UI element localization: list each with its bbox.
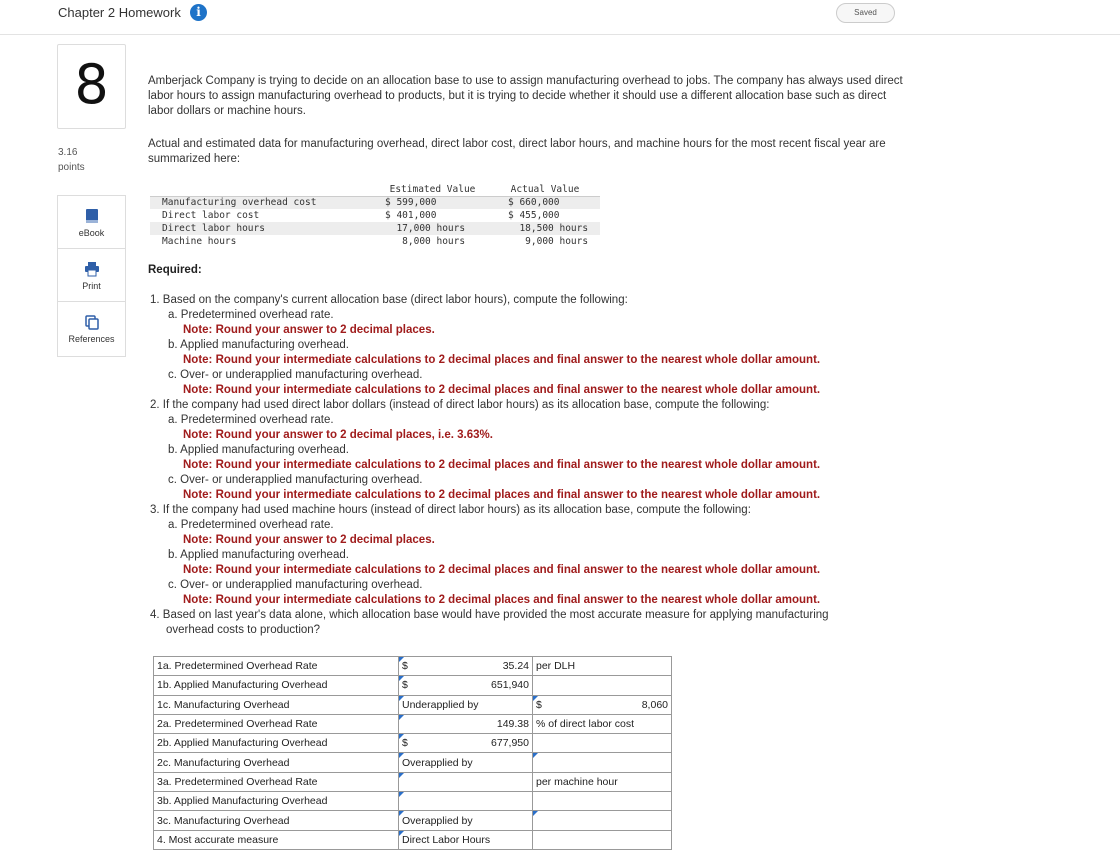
answer-text: Underapplied by [402,698,479,711]
copy-icon [84,314,100,330]
references-label: References [68,334,115,344]
book-icon [84,208,100,224]
data-estimated: $ 401,000 [385,210,437,221]
answer-label: 1a. Predetermined Overhead Rate [154,657,399,676]
instruction-note: Note: Round your answer to 2 decimal places. [183,324,435,336]
requirement-line: b. Applied manufacturing overhead. [168,549,349,561]
answer-input[interactable] [399,830,533,849]
currency-symbol: $ [536,698,542,711]
instruction-note: Note: Round your intermediate calculations to 2 decimal places and final answer to the nearest whole dollar amount. [183,564,821,576]
assignment-title: Chapter 2 Homework [58,5,181,20]
saved-badge: Saved [836,3,895,23]
answer-blank [533,676,672,695]
print-button[interactable] [58,249,125,302]
requirement-line: 3. If the company had used machine hours (instead of direct labor hours) as its allocation base, compute the following: [150,504,751,516]
data-table-header-estimated: Estimated Value [375,183,490,196]
answer-label: 2c. Manufacturing Overhead [154,753,399,772]
answer-row [154,734,672,753]
table-row [150,209,600,222]
data-actual: 9,000 hours [508,236,589,247]
answer-input[interactable] [399,792,533,811]
answer-label: 2b. Applied Manufacturing Overhead [154,734,399,753]
answer-row [154,695,672,714]
answer-label: 3c. Manufacturing Overhead [154,811,399,830]
answer-row [154,753,672,772]
answer-label: 1b. Applied Manufacturing Overhead [154,676,399,695]
requirement-line: c. Over- or underapplied manufacturing overhead. [168,369,423,381]
answer-table [153,656,672,850]
answer-unit [533,657,672,676]
instruction-note: Note: Round your intermediate calculations to 2 decimal places and final answer to the nearest whole dollar amount. [183,459,821,471]
answer-input[interactable] [533,695,672,714]
currency-symbol: $ [402,737,408,750]
instruction-note: Note: Round your intermediate calculations to 2 decimal places and final answer to the nearest whole dollar amount. [183,489,821,501]
ebook-button[interactable] [58,196,125,249]
data-label: Direct labor cost [162,210,260,221]
currency-symbol: $ [402,660,408,673]
requirement-line: 2. If the company had used direct labor dollars (instead of direct labor hours) as its allocation base, compute the following: [150,399,770,411]
answer-input[interactable] [533,753,672,772]
requirement-line: b. Applied manufacturing overhead. [168,444,349,456]
required-heading: Required: [148,264,202,276]
answer-label: 1c. Manufacturing Overhead [154,695,399,714]
currency-symbol: $ [402,679,408,692]
answer-label: 3b. Applied Manufacturing Overhead [154,792,399,811]
answer-row [154,811,672,830]
answer-row [154,792,672,811]
requirement-line: b. Applied manufacturing overhead. [168,339,349,351]
requirement-line: c. Over- or underapplied manufacturing overhead. [168,579,423,591]
data-table-header-blank [150,183,375,196]
answer-text: Overapplied by [402,756,473,769]
instruction-note: Note: Round your answer to 2 decimal places, i.e. 3.63%. [183,429,493,441]
answer-input[interactable] [399,811,533,830]
answer-input[interactable] [399,753,533,772]
answer-input[interactable] [399,734,533,753]
answer-row [154,657,672,676]
answer-blank [533,734,672,753]
answer-value: 651,940 [491,679,529,692]
answer-value: 677,950 [491,737,529,750]
points-info [58,145,85,175]
top-bar [0,0,1120,35]
requirement-line: a. Predetermined overhead rate. [168,309,334,321]
answer-row [154,830,672,849]
requirement-line: a. Predetermined overhead rate. [168,519,334,531]
tools-panel [57,195,126,357]
answer-text: Overapplied by [402,814,473,827]
answer-blank [533,830,672,849]
points-value: 3.16 [58,147,78,158]
references-button[interactable] [58,302,125,356]
requirement-line: 1. Based on the company's current allocation base (direct labor hours), compute the following: [150,294,628,306]
answer-value: 149.38 [496,718,529,731]
question-intro: Amberjack Company is trying to decide on an allocation base to use to assign manufacturing overhead to jobs. The company has always used direct labor hours to assign manufacturing overhead to products, but it is trying to decide whether it should use a different allocation base such as direct labor dollars or machine hours. [148,75,903,117]
answer-blank [533,792,672,811]
answer-unit [533,714,672,733]
instruction-note: Note: Round your intermediate calculations to 2 decimal places and final answer to the nearest whole dollar amount. [183,594,821,606]
answer-value: 35.24 [502,660,529,673]
answer-row [154,714,672,733]
data-estimated: 8,000 hours [385,236,466,247]
instruction-note: Note: Round your intermediate calculations to 2 decimal places and final answer to the nearest whole dollar amount. [183,384,821,396]
answer-input[interactable] [399,772,533,791]
answer-value: 8,060 [641,698,668,711]
answer-unit [533,772,672,791]
requirement-line: c. Over- or underapplied manufacturing overhead. [168,474,423,486]
data-actual: $ 660,000 [490,196,600,209]
table-row [150,196,600,209]
instruction-note: Note: Round your answer to 2 decimal places. [183,534,435,546]
answer-input[interactable] [399,695,533,714]
answer-label: 4. Most accurate measure [154,830,399,849]
answer-label: 3a. Predetermined Overhead Rate [154,772,399,791]
answer-text: Direct Labor Hours [402,833,491,846]
data-label: Manufacturing overhead cost [150,196,375,209]
data-table-header-actual: Actual Value [490,183,600,196]
ebook-label: eBook [78,228,105,238]
points-label: points [58,162,85,173]
data-actual: 18,500 hours [490,222,600,235]
question-number: 8 [57,44,126,129]
answer-row [154,676,672,695]
data-label: Direct labor hours [150,222,375,235]
answer-text: per machine hour [536,775,618,788]
requirement-line: 4. Based on last year's data alone, which allocation base would have provided the most accurate measure for applying manufacturing [150,609,829,621]
printer-icon [84,261,100,277]
answer-input[interactable] [399,657,533,676]
info-icon[interactable]: i [190,4,207,21]
data-actual: $ 455,000 [508,210,560,221]
answer-input[interactable] [399,714,533,733]
question-data-intro: Actual and estimated data for manufacturing overhead, direct labor cost, direct labor hours, and machine hours for the most recent fiscal year are summarized here: [148,138,886,165]
answer-input[interactable] [533,811,672,830]
data-table [150,183,600,248]
data-estimated: $ 599,000 [375,196,490,209]
required-list [150,293,940,638]
answer-input[interactable] [399,676,533,695]
answer-text: per DLH [536,660,576,673]
data-label: Machine hours [162,236,237,247]
instruction-note: Note: Round your intermediate calculations to 2 decimal places and final answer to the nearest whole dollar amount. [183,354,821,366]
requirement-line: a. Predetermined overhead rate. [168,414,334,426]
answer-row [154,772,672,791]
table-row [150,222,600,235]
answer-text: % of direct labor cost [536,718,635,731]
print-label: Print [82,281,101,291]
data-estimated: 17,000 hours [375,222,490,235]
answer-label: 2a. Predetermined Overhead Rate [154,714,399,733]
requirement-line: overhead costs to production? [166,624,321,636]
table-row [150,235,600,248]
